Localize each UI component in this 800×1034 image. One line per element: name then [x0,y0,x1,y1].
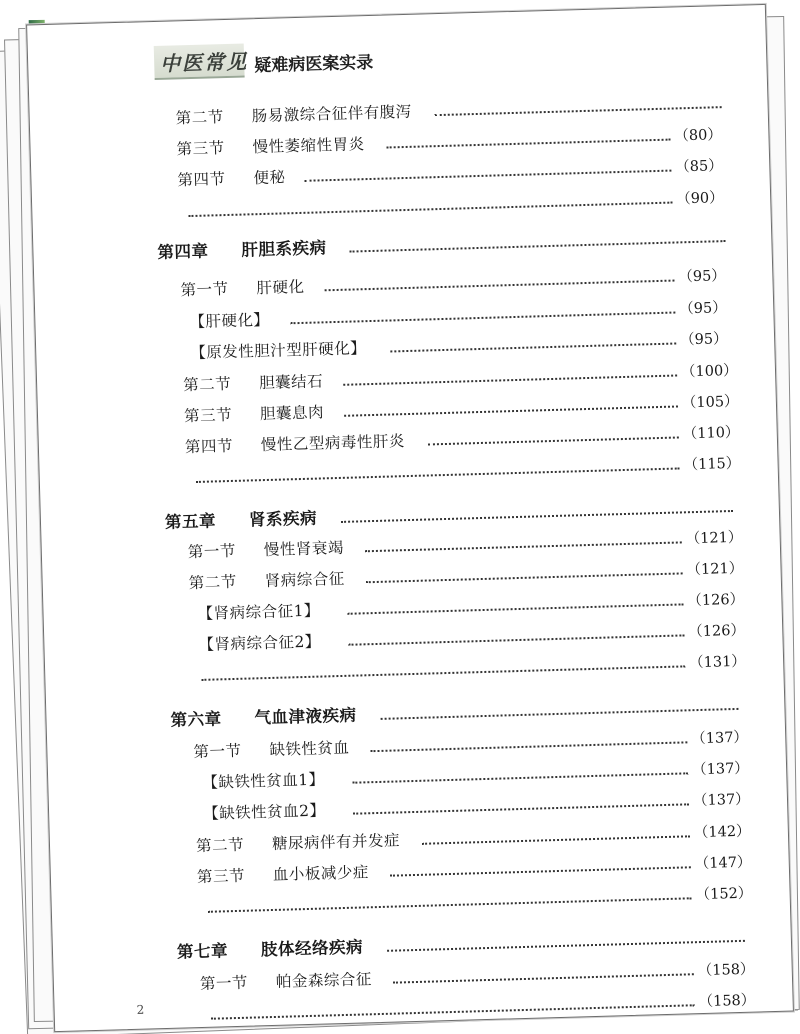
chapter-number: 第五章 [164,511,217,532]
section-number: 第三节 [176,139,225,159]
page-reference: （110） [682,424,740,443]
page-reference: （126） [688,622,746,641]
page-reference: （137） [691,760,750,779]
section-title: 慢性乙型病毒性肝炎 [260,432,406,455]
section-title: 胆囊息肉 [259,403,325,424]
leader-dots [344,405,678,416]
section-number: 第一节 [199,973,249,994]
leader-dots [387,940,745,952]
page-reference: （142） [693,823,751,842]
leader-dots [348,603,684,614]
page-reference: （147） [694,854,752,873]
section-label [197,600,320,625]
section-label [188,537,345,563]
section-title: 血小板减少症 [272,863,370,884]
leader-dots [290,312,675,325]
page-number: 2 [136,1002,145,1017]
section-number: 第二节 [175,108,224,128]
leader-dots [211,1004,695,1020]
chapter-number: 第七章 [176,941,229,962]
page-reference: （115） [683,455,741,474]
chapter-title: 肢体经络疾病 [260,937,364,960]
leader-dots [353,803,689,814]
section-title: 肾病综合征 [264,569,345,591]
page-reference: （90） [675,190,724,208]
leader-dots [364,541,681,552]
section-label [200,968,373,995]
page-reference: （158） [698,992,756,1011]
section-title: 【缺铁性贫血1】 [202,770,325,792]
table-of-contents [27,5,793,1031]
section-title: 肝硬化 [256,277,305,298]
leader-dots [381,708,739,720]
chapter-number: 第四章 [157,241,209,262]
leader-dots [343,374,677,385]
chapter-label [177,936,364,963]
section-number: 第一节 [193,741,242,762]
leader-dots [390,342,676,352]
leader-dots [201,665,685,681]
section-title: 糖尿病伴有并发症 [271,831,401,853]
leader-dots [196,467,680,483]
section-title: 【肝硬化】 [189,310,270,332]
section-label [183,370,324,396]
page-reference: （80） [674,127,723,145]
section-label [175,101,412,130]
section-title: 【缺铁性贫血2】 [202,801,326,823]
section-label [188,568,345,594]
section-title: 【原发性胆汁型肝硬化】 [190,339,367,363]
section-label [184,401,325,427]
section-title: 缺铁性贫血 [269,738,350,760]
chapter-title: 肾系疾病 [248,508,318,530]
chapter-title: 气血津液疾病 [254,705,357,728]
section-label [185,430,406,458]
page-reference: （152） [695,885,753,904]
page-reference: （158） [697,961,755,980]
leader-dots [365,572,682,583]
section-label [189,309,270,333]
page-reference: （100） [680,362,738,381]
book-title: 疑难病医案实录 [254,52,374,77]
leader-dots [188,202,672,218]
page-reference: （131） [688,653,747,672]
leader-dots [352,772,688,783]
chapter-label [157,237,327,264]
section-title: 胆囊结石 [258,372,324,393]
section-title: 便秘 [253,168,286,188]
series-logo-text: 中医常见 [159,49,249,76]
page-reference: （95） [678,268,727,286]
section-label [177,166,286,191]
leader-dots [348,634,684,645]
leader-dots [324,280,674,292]
page-reference: （137） [692,791,750,810]
section-title: 慢性萎缩性胃炎 [252,135,365,157]
leader-dots [390,866,691,876]
leader-dots [427,436,678,445]
section-label [197,861,370,888]
leader-dots [208,897,692,913]
page-reference: （126） [687,591,745,610]
chapter-label [165,508,318,534]
section-label [203,799,326,824]
leader-dots [422,835,690,844]
section-title: 【肾病综合征1】 [197,601,321,623]
page-reference: （95） [679,331,728,349]
leader-dots [435,106,722,116]
section-label [198,631,321,656]
toc-page [26,4,794,1032]
section-title: 帕金森综合征 [275,970,373,991]
section-label [190,337,367,364]
section-number: 第一节 [187,541,237,562]
page-reference: （121） [686,560,744,579]
leader-dots [341,510,733,523]
section-number: 第三节 [196,866,246,887]
leader-dots [386,139,670,149]
leader-dots [350,240,726,252]
page-reference: （95） [679,300,727,318]
page-reference: （121） [685,529,743,548]
section-number: 第二节 [182,374,232,395]
section-title: 慢性肾衰竭 [263,538,345,560]
section-number: 第一节 [180,279,229,300]
chapter-title: 肝胆系疾病 [241,238,327,260]
section-title: 肠易激综合征伴有腹泻 [251,102,412,126]
section-number: 第三节 [183,405,233,426]
chapter-label [170,705,357,732]
section-number: 第四节 [184,436,234,457]
section-label [193,737,350,763]
chapter-number: 第六章 [170,709,222,730]
section-label [202,768,325,793]
section-label [180,276,305,301]
leader-dots [305,170,672,182]
page-reference: （85） [675,158,723,176]
page-reference: （137） [691,729,749,748]
section-label [196,829,401,857]
section-label [176,133,365,160]
section-number: 第二节 [188,572,237,593]
leader-dots [370,741,687,752]
page-reference: （105） [681,393,739,412]
section-number: 第二节 [195,835,245,856]
toc-chapter [33,225,771,272]
leader-dots [393,973,694,983]
section-title: 【肾病综合征2】 [198,632,322,654]
section-number: 第四节 [177,170,226,190]
